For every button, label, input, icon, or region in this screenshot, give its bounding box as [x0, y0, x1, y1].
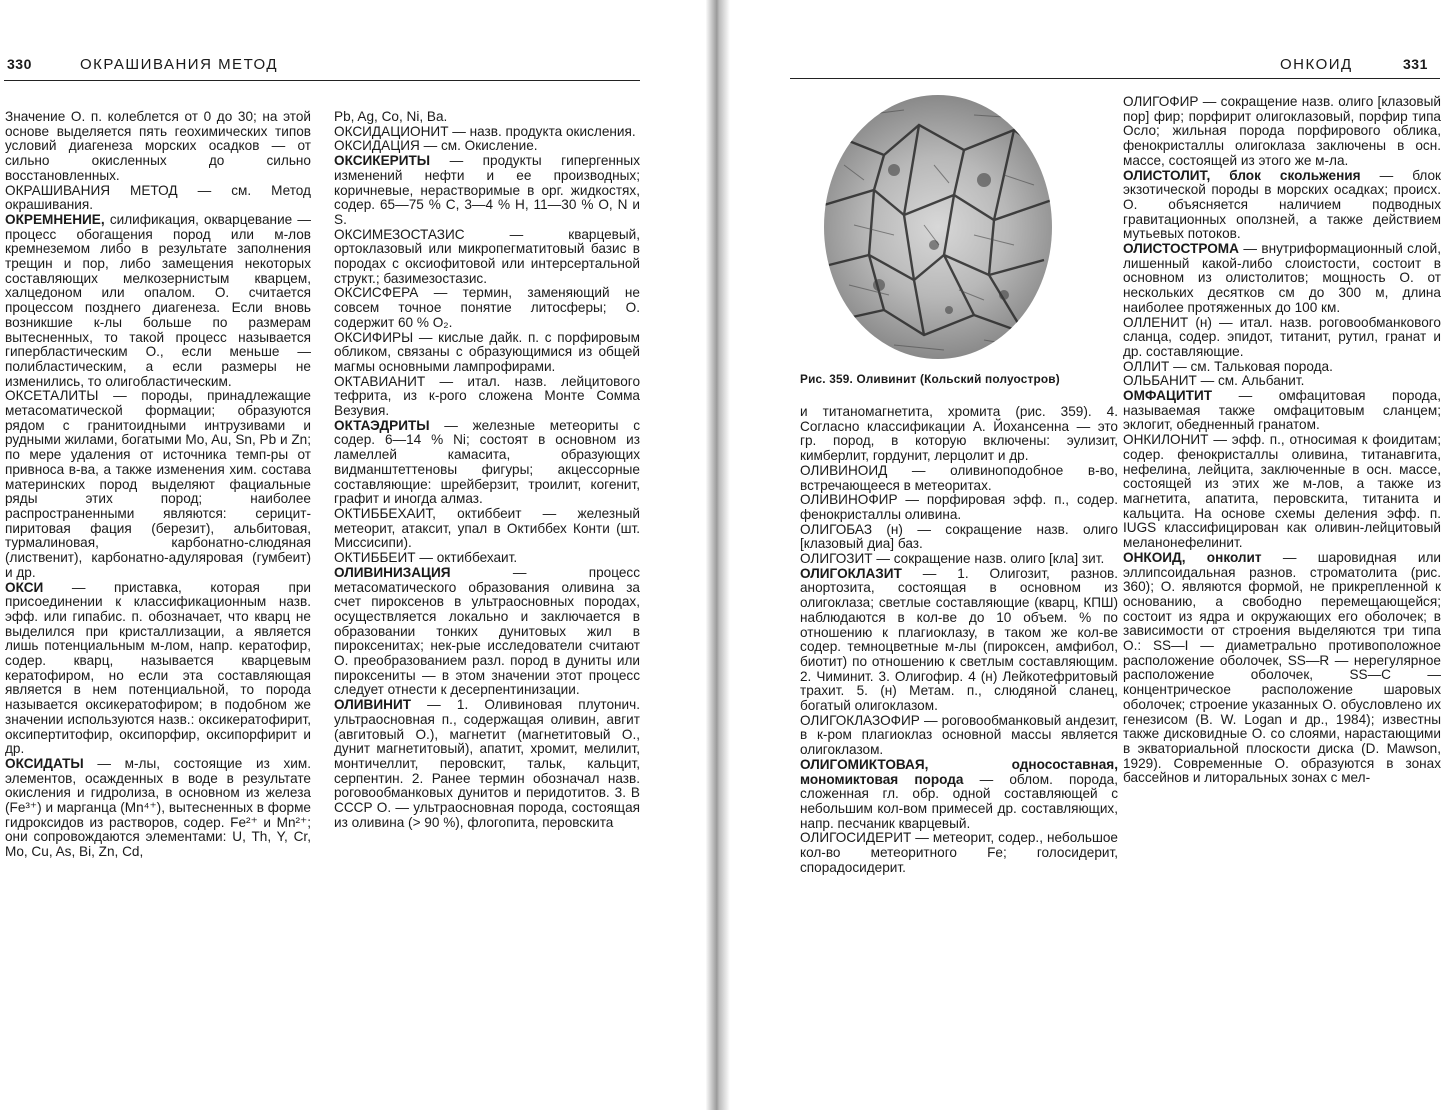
- dictionary-entry: [1123, 433, 1441, 551]
- dictionary-entry: [1123, 169, 1441, 243]
- left-page: [0, 0, 706, 1110]
- dictionary-entry: [334, 507, 640, 551]
- dictionary-entry: [5, 389, 311, 580]
- entry-text: ОКТИББЕХАИТ, октиббеит — железный метеорит, атаксит, упал в Октиббех Конти (шт. Миссисипи).: [334, 505, 640, 551]
- left-column-2: [334, 110, 640, 830]
- page-number-left: 330: [7, 56, 32, 72]
- dictionary-entry: [800, 552, 1118, 567]
- entry-headword: ОНКОИД, онколит: [1123, 549, 1262, 565]
- entry-text: — омфацитовая порода, называемая также омфацитовым сланцем; эклогит, обедненный гранатом.: [1123, 388, 1441, 433]
- dictionary-entry: [1123, 95, 1441, 169]
- entry-headword: ОКСИДАТЫ: [5, 755, 84, 771]
- dictionary-entry: [334, 698, 640, 830]
- dictionary-entry: [5, 213, 311, 389]
- dictionary-entry: [800, 493, 1118, 522]
- entry-text: ОКСИДАЦИЯ — см. Окисление.: [334, 138, 538, 154]
- book-gutter: [706, 0, 730, 1110]
- entry-text: ОЛИГОБАЗ (н) — сокращение назв. олиго [клазовый диа] баз.: [800, 521, 1118, 552]
- right-column-2: [1123, 95, 1441, 786]
- entry-text: — продукты гипергенных изменений нефти и ее производных; коричневые, нерастворимые в орг. жидкостях, содер. 65—75 % C, 3—4 % H, 11—30 % O, N и S.: [334, 153, 640, 227]
- entry-text: — 1. Оливиновая плутонич. ультраосновная п., содержащая оливин, авгит (авгитовый О.), магнетит (магнетитовый О., дунит магнетитовый), апатит, хромит, мелилит, монтичеллит, перовскит, тальк, кальцит, серпентин. 2. Ранее термин обозначал назв. роговообманковых дунитов и перидотитов. 3. В СССР О. — ультраосновная порода, состоящая из оливина (> 90 %), флогопита, перовскита: [334, 697, 640, 830]
- entry-text: — процесс метасоматического образования оливина за счет пироксенов в ультраосновных породах, осуществляется локально и заключается в образовании тонких дунитовых жил в пироксенитах; нек-рые исследователи считают О. преобразованием разл. пород в дуниты или пироксениты — в этом значении этот процесс следует отнести к десерпентинизации.: [334, 564, 640, 698]
- entry-text: Значение О. п. колеблется от 0 до 30; на этой основе выделяется пять геохимических типов условий диагенеза морских осадков — от сильно окисленных до сильно восстановленных.: [5, 109, 311, 183]
- entry-headword: ОЛИВИНИТ: [334, 697, 412, 713]
- dictionary-entry: [334, 375, 640, 419]
- dictionary-entry: [1123, 360, 1441, 375]
- olivinite-micrograph: [824, 95, 1052, 359]
- entry-text: ОНКИЛОНИТ — эфф. п., относимая к фоидитам; содер. фенокристаллы оливина, титанавгита, нефелина, лейцита, заключенные в осн. массе, состоящей из этих же м-лов, а также из магнетита, апатита, перовскита, титанита и кальцита. На основе схемы деления эфф. п. IUGS классифицирован как оливин-лейцитовый меланонефелинит.: [1123, 432, 1441, 551]
- entry-text: ОКСИМЕЗОСТАЗИС — кварцевый, ортоклазовый или микропегматитовый базис в породах с оксиофитовой или интерсертальной структ.; базимезостазис.: [334, 226, 640, 286]
- entry-text: ОКТИББЕИТ — октиббехаит.: [334, 550, 518, 566]
- running-head-left: ОКРАШИВАНИЯ МЕТОД: [80, 56, 279, 73]
- entry-text: ОЛИВИНОИД — оливиноподобное в-во, встречающееся в метеоритах.: [800, 462, 1118, 493]
- entry-text: и титаномагнетита, хромита (рис. 359). 4. Согласно классификации А. Йохансенна — это гр. пород, в которую включены: эулизит, кимберлит, гордунит, лерцолит и др.: [800, 404, 1118, 464]
- entry-text: Pb, Ag, Co, Ni, Ba.: [334, 109, 448, 124]
- dictionary-entry: [5, 184, 311, 213]
- entry-headword: ОКСИКЕРИТЫ: [334, 153, 431, 169]
- header-rule-right: [790, 78, 1440, 79]
- entry-text: — внутриформационный слой, лишенный какой-либо слоистости, состоит в основном из олистолитов; мощность О. от нескольких десятков см до 300 м, длина наиболее протяженных до 100 км.: [1123, 241, 1441, 315]
- entry-headword: ОМФАЦИТИТ: [1123, 388, 1213, 404]
- entry-text: — 1. Олигозит, разнов. анортозита, состоящая в основном из олигоклаза; светлые составляющие (кварц, КПШ) наблюдаются в кол-ве до 10 объем. % по отношению к плагиоклазу, в таком же кол-ве содер. темноцветные м-лы (пироксен, амфибол, биотит) по отношению к светлым составляющим. 2. Чиминит. 3. Олигофир. 4 (н) Лейкотефритовый трахит. 5. (н) Метам. п., слюдяной сланец, богатый олигоклазом.: [800, 565, 1118, 714]
- running-head-right: ОНКОИД: [1280, 56, 1353, 73]
- entry-text: — блок экзотической породы в морских осадках; происх. О. объясняется наличием подводных гравитационных оползней, а также действием мутьевых потоков.: [1123, 167, 1441, 242]
- dictionary-entry: [5, 110, 311, 184]
- entry-text: ОЛИГОФИР — сокращение назв. олиго [клазовый пор] фир; порфирит олигоклазовый, порфир типа Осло; жильная порода порфирового облика, фенокристаллы олигоклаза заключены в осн. массе, состоящей из этого же м-ла.: [1123, 94, 1441, 168]
- entry-text: — приставка, которая при присоединении к классификационным назв. эфф. или гипабис. п. обозначает, что кварц не выделился при кристаллизации, а является лишь потенциальным м-лом, напр. кератофир, содер. кварц, называется кварцевым кератофиром, но если эта составляющая является в нем потенциальной, то порода называется оксикератофиром; в подобном же значении используются назв.: оксикератофирит, оксипертитофир, оксипорфир, оксипорфирит и др.: [5, 579, 311, 757]
- header-rule-left: [4, 80, 640, 81]
- entry-headword: ОЛИГОМИКТОВАЯ, односоставная, мономиктовая порода: [800, 756, 1118, 787]
- entry-text: ОКСИСФЕРА — термин, заменяющий не совсем точное понятие литосферы; О. содержит 60 % O₂.: [334, 285, 640, 330]
- entry-headword: ОЛИВИНИЗАЦИЯ: [334, 564, 451, 580]
- dictionary-entry: [800, 464, 1118, 493]
- entry-text: ОЛЛЕНИТ (н) — итал. назв. роговообманкового сланца, содер. эпидот, титанит, рутил, гранат и др. составляющие.: [1123, 314, 1441, 359]
- entry-text: ОКСЕТАЛИТЫ — породы, принадлежащие метасоматической формации; образуются рядом с гранитоидными интрузивами и рудными жилами, богатыми Mo, Au, Sn, Pb и Zn; по мере удаления от источника темп-ры от привноса в-ва, а также изменения хим. состава материнских пород выделяют фациальные ряды этих пород; наиболее распространенными являются: серицит-пиритовая фация (березит), альбитовая, турмалиновая, карбонатно-слюдяная (лиственит), карбонатно-адуляровая (гумбеит) и др.: [5, 388, 311, 580]
- entry-text: ОКСИФИРЫ — кислые дайк. п. с порфировым обликом, связаны с образующимися из общей магмы основными лампрофирами.: [334, 329, 640, 374]
- entry-text: ОЛИГОКЛАЗОФИР — роговообманковый андезит, в к-ром плагиоклаз основной массы является олигоклазом.: [800, 712, 1118, 758]
- entry-headword: ОЛИСТОЛИТ, блок скольжения: [1123, 167, 1361, 183]
- dictionary-entry: [334, 110, 640, 125]
- dictionary-entry: [1123, 242, 1441, 316]
- entry-text: ОЛИВИНОФИР — порфировая эфф. п., содер. фенокристаллы оливина.: [800, 492, 1118, 522]
- dictionary-entry: [334, 154, 640, 228]
- entry-text: ОЛИГОЗИТ — сокращение назв. олиго [кла] зит.: [800, 551, 1105, 567]
- page-number-right: 331: [1403, 56, 1428, 72]
- figure-caption: Рис. 359. Оливинит (Кольский полуостров): [800, 372, 1060, 386]
- dictionary-entry: [334, 139, 640, 154]
- dictionary-entry: [1123, 551, 1441, 786]
- dictionary-entry: [5, 757, 311, 860]
- dictionary-entry: [800, 831, 1118, 875]
- entry-text: ОЛЬБАНИТ — см. Альбанит.: [1123, 373, 1305, 389]
- entry-headword: ОЛИСТОСТРОМА: [1123, 241, 1239, 257]
- entry-text: ОКРАШИВАНИЯ МЕТОД — см. Метод окрашивания.: [5, 182, 311, 213]
- right-column-1: [800, 405, 1118, 876]
- dictionary-entry: [800, 714, 1118, 758]
- entry-text: — облом. порода, сложенная гл. обр. одной составляющей с небольшим кол-вом примесей др. составляющих, напр. песчаник кварцевый.: [800, 771, 1118, 831]
- dictionary-entry: [334, 228, 640, 287]
- entry-headword: ОКТАЭДРИТЫ: [334, 417, 430, 433]
- entry-text: — м-лы, состоящие из хим. элементов, осажденных в воде в результате окисления и гидролиза, в основном из железа (Fe³⁺) и марганца (Mn⁴⁺), вытесненных в форме гидроксидов из растворов, содер. Fe²⁺ и Mn²⁺; они сопровождаются элементами: U, Th, Y, Cr, Mo, Cu, As, Bi, Zn, Cd,: [5, 755, 311, 860]
- dictionary-entry: [800, 567, 1118, 714]
- entry-text: ОКСИДАЦИОНИТ — назв. продукта окисления.: [334, 123, 636, 139]
- dictionary-entry: [800, 758, 1118, 832]
- entry-headword: ОКРЕМНЕНИЕ,: [5, 211, 105, 227]
- entry-text: ОКТАВИАНИТ — итал. назв. лейцитового тефрита, из к-рого сложена Монте Сомма Везувия.: [334, 373, 640, 419]
- dictionary-entry: [800, 405, 1118, 464]
- entry-text: — железные метеориты с содер. 6—14 % Ni; состоят в основном из ламеллей камасита, образующих видманштеттеновы фигуры; акцессорные составляющие: шрейберзит, троилит, когенит, графит и иногда алмаз.: [334, 417, 640, 507]
- entry-text: ОЛЛИТ — см. Тальковая порода.: [1123, 358, 1333, 374]
- entry-text: ОЛИГОСИДЕРИТ — метеорит, содер., небольшое кол-во метеоритного Fe; голосидерит, спорадосидерит.: [800, 830, 1118, 875]
- dictionary-entry: [334, 419, 640, 507]
- dictionary-entry: [800, 523, 1118, 552]
- dictionary-entry: [334, 331, 640, 375]
- dictionary-entry: [334, 286, 640, 330]
- entry-headword: ОКСИ: [5, 579, 44, 595]
- left-column-1: [5, 110, 311, 860]
- dictionary-entry: [5, 581, 311, 757]
- dictionary-entry: [1123, 389, 1441, 433]
- entry-headword: ОЛИГОКЛАЗИТ: [800, 565, 902, 581]
- dictionary-entry: [334, 551, 640, 566]
- dictionary-entry: [1123, 374, 1441, 389]
- entry-text: силификация, окварцевание — процесс обогащения пород или м-лов кремнеземом либо в результате заполнения трещин и пор, либо замещения некоторых составляющих мелкозернистым кварцем, халцедоном или опалом. О. считается процессом позднего диагенеза. Если вновь возникшие к-лы больше по размерам вытесненных, то такой процесс называется гипербластическим О., если меньше — полибластическим, а если размеры не изменились, то олигобластическим.: [5, 211, 311, 389]
- dictionary-entry: [334, 125, 640, 140]
- entry-text: — шаровидная или эллипсоидальная разнов. строматолита (рис. 360); О. являются формой, не прикрепленной к основанию, а свободно перемещающейся; состоит из ядра и окружающих его оболочек; в зависимости от строения выделяются три типа О.: SS—I — диаметрально противоположное расположение оболочек, SS—R — нерегулярное расположение оболочек, SS—C — концентрическое расположение шаровых оболочек; строение указанных О. обусловлено их генезисом (B. W. Logan и др., 1984); известны также дисковидные О. со слоями, нарастающими в экваториальной плоскости диска (D. Mawson, 1929). Современные О. образуются в зонах бассейнов и литоральных зонах с мел-: [1123, 549, 1441, 786]
- dictionary-entry: [334, 566, 640, 698]
- right-page: [730, 0, 1453, 1110]
- dictionary-entry: [1123, 316, 1441, 360]
